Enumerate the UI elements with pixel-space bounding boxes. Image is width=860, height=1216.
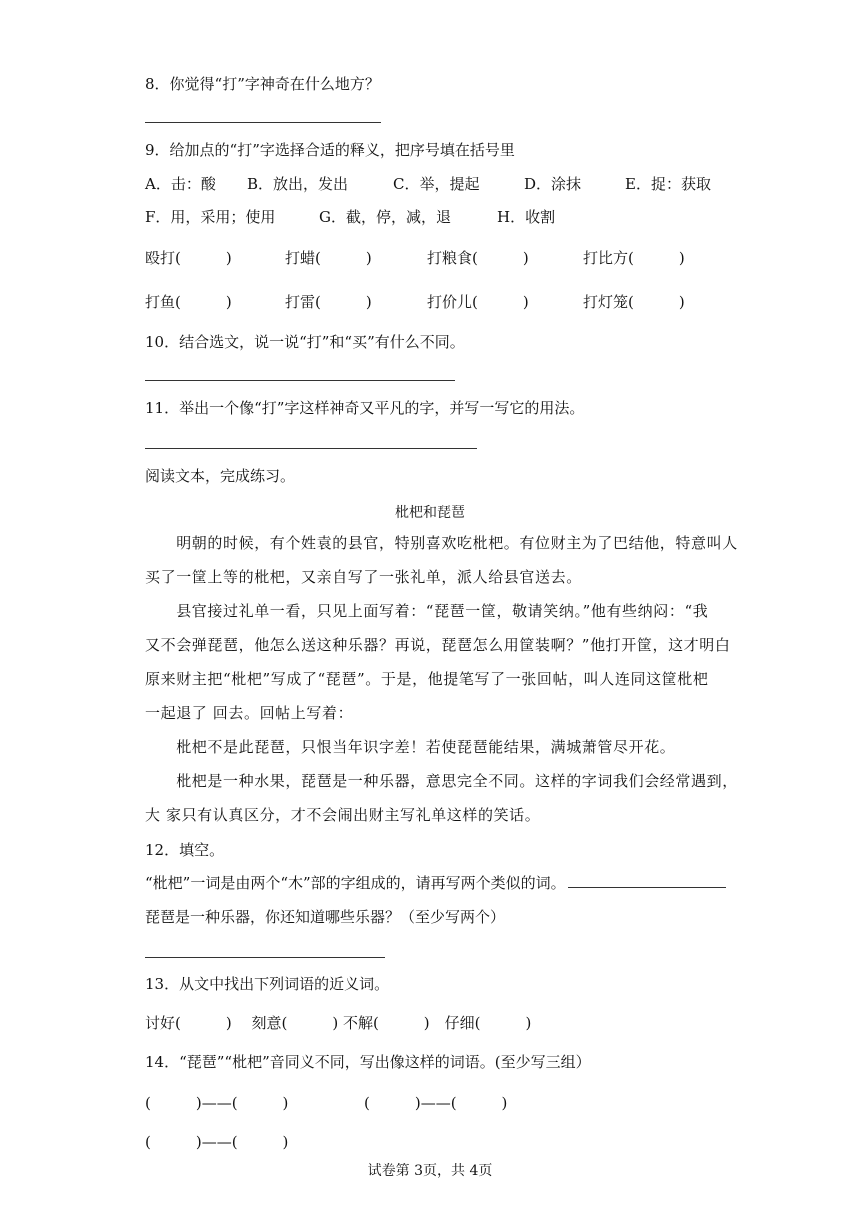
reading-line-6: 一起退了 回去。回帖上写着： bbox=[145, 704, 354, 722]
option-e: E．捉：获取 bbox=[625, 175, 711, 193]
reading-intro: 阅读文本，完成练习。 bbox=[145, 467, 296, 485]
reading-line-5: 原来财主把“枇杷”写成了“琵琶”。于是，他提笔写了一张回帖，叫人连同这筐枇杷 bbox=[145, 670, 709, 688]
question-12-line-1-text: “枇杷”一词是由两个“木”部的字组成的，请再写两个类似的词。 bbox=[145, 874, 566, 892]
answer-line-12a[interactable] bbox=[568, 873, 726, 888]
question-11: 11．举出一个像“打”字这样神奇又平凡的字，并写一写它的用法。 bbox=[145, 399, 585, 417]
blank-dayu[interactable]: 打鱼( ) bbox=[145, 293, 232, 311]
blank-dabifang[interactable]: 打比方( ) bbox=[583, 249, 685, 267]
question-14: 14．“琵琶”“枇杷”音同义不同，写出像这样的词语。(至少写三组） bbox=[145, 1053, 591, 1071]
option-c: C．举，提起 bbox=[393, 175, 480, 193]
answer-line-10[interactable] bbox=[145, 380, 455, 381]
reading-line-7: 枇杷不是此琵琶，只恨当年识字差！若使琵琶能结果，满城萧管尽开花。 bbox=[145, 738, 676, 756]
option-f: F．用，采用；使用 bbox=[145, 208, 276, 226]
answer-line-12b[interactable] bbox=[145, 957, 385, 958]
question-8: 8．你觉得“打”字神奇在什么地方？ bbox=[145, 75, 380, 93]
question-13: 13．从文中找出下列词语的近义词。 bbox=[145, 975, 390, 993]
blank-dala[interactable]: 打蜡( ) bbox=[285, 249, 372, 267]
reading-line-9: 大 家只有认真区分，才不会闹出财主写礼单这样的笑话。 bbox=[145, 806, 541, 824]
reading-line-2: 买了一筐上等的枇杷，又亲自写了一张礼单，派人给县官送去。 bbox=[145, 568, 582, 586]
blank-dadenglong[interactable]: 打灯笼( ) bbox=[583, 293, 685, 311]
reading-line-1: 明朝的时候，有个姓袁的县官，特别喜欢吃枇杷。有位财主为了巴结他，特意叫人 bbox=[145, 534, 738, 552]
reading-line-8: 枇杷是一种水果，琵琶是一种乐器，意思完全不同。这样的字词我们会经常遇到， bbox=[145, 772, 738, 790]
blank-dalei[interactable]: 打雷( ) bbox=[285, 293, 372, 311]
question-12-line-2: 琵琶是一种乐器，你还知道哪些乐器？（至少写两个） bbox=[145, 908, 506, 926]
pair-2[interactable]: ( )——( ) bbox=[364, 1094, 508, 1112]
pair-3[interactable]: ( )——( ) bbox=[145, 1133, 289, 1151]
option-d: D．涂抹 bbox=[524, 175, 582, 193]
blank-dajiaer[interactable]: 打价儿( ) bbox=[427, 293, 529, 311]
question-12-line-1 bbox=[145, 873, 726, 893]
option-h: H．收割 bbox=[497, 208, 556, 226]
pair-1[interactable]: ( )——( ) bbox=[145, 1094, 289, 1112]
reading-line-4: 又不会弹琵琶，他怎么送这种乐器？再说，琵琶怎么用筐装啊？”他打开筐，这才明白 bbox=[145, 636, 731, 654]
question-13-blanks[interactable]: 讨好( ) 刻意( ) 不解( ) 仔细( ) bbox=[145, 1014, 532, 1032]
question-9: 9．给加点的“打”字选择合适的释义，把序号填在括号里 bbox=[145, 141, 515, 159]
reading-line-3: 县官接过礼单一看，只见上面写着：“琵琶一筐，敬请笑纳。”他有些纳闷：“我 bbox=[145, 602, 709, 620]
reading-title: 枇杷和琵琶 bbox=[395, 505, 465, 521]
page-footer: 试卷第 3页，共 4页 bbox=[367, 1163, 493, 1179]
option-a: A．击：酸 bbox=[145, 175, 216, 193]
answer-line-8[interactable] bbox=[145, 122, 381, 123]
blank-ouda[interactable]: 殴打( ) bbox=[145, 249, 232, 267]
question-10: 10．结合选文，说一说“打”和“买”有什么不同。 bbox=[145, 333, 465, 351]
question-12: 12．填空。 bbox=[145, 841, 225, 859]
option-b: B．放出，发出 bbox=[247, 175, 349, 193]
answer-line-11[interactable] bbox=[145, 448, 477, 449]
option-g: G．截，停，减，退 bbox=[319, 208, 451, 226]
blank-daliangshi[interactable]: 打粮食( ) bbox=[427, 249, 529, 267]
